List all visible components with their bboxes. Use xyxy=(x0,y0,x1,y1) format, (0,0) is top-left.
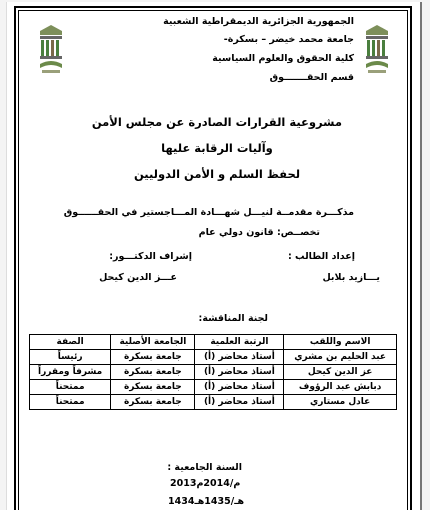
jury-cell: ممتحناً xyxy=(30,380,111,395)
academic-year-hijri: 1434هـ/1435هـ xyxy=(168,496,245,507)
title-line-3: لحفظ السلم و الأمن الدوليين xyxy=(133,167,301,181)
table-row xyxy=(30,350,397,365)
jury-header-name: الاسم واللقب xyxy=(284,335,397,350)
academic-year-gregorian: 2013م/2014م xyxy=(170,478,241,489)
student-name: يـــازيد بلابل xyxy=(322,272,380,283)
jury-cell: رئيساً xyxy=(30,350,111,365)
header-republic: الجمهورية الجزائرية الديمقراطية الشعبية xyxy=(163,16,354,27)
jury-cell: أستاذ محاضر (أ) xyxy=(195,350,284,365)
jury-cell: أستاذ محاضر (أ) xyxy=(195,365,284,380)
jury-cell: عز الدين كيحل xyxy=(284,365,397,380)
jury-label: لجنة المناقشة: xyxy=(198,313,268,324)
memo-purpose: مذكـــرة مقدمــة لنيـــل شهـــادة المـــاجستير في الحقــــــوق xyxy=(63,207,354,218)
jury-header-role: الصفة xyxy=(30,335,111,350)
jury-cell: أستاذ محاضر (أ) xyxy=(195,395,284,410)
jury-cell: أستاذ محاضر (أ) xyxy=(195,380,284,395)
memo-specialty: تخصــص: قانون دولي عام xyxy=(198,227,320,238)
jury-cell: عبد الحليم بن مشري xyxy=(284,350,397,365)
supervisor-name: عـــز الدين كيحل xyxy=(99,272,177,283)
table-row xyxy=(30,395,397,410)
table-row xyxy=(30,380,397,395)
jury-header-rank: الرتبة العلمية xyxy=(195,335,284,350)
table-row xyxy=(30,365,397,380)
jury-cell: جامعة بسكرة xyxy=(111,350,195,365)
jury-cell: عادل مستاري xyxy=(284,395,397,410)
jury-cell: ممتحناً xyxy=(30,395,111,410)
jury-cell: جامعة بسكرة xyxy=(111,380,195,395)
university-logo-right-icon xyxy=(360,22,394,76)
header-faculty: كلية الحقوق والعلوم السياسية xyxy=(212,53,354,64)
jury-cell: جامعة بسكرة xyxy=(111,395,195,410)
jury-header-university: الجامعة الأصلية xyxy=(111,335,195,350)
title-line-2: وآليات الرقابة عليها xyxy=(161,141,273,155)
header-university: جامعة محمد خيضر – بسكرة- xyxy=(223,34,354,45)
jury-cell: جامعة بسكرة xyxy=(111,365,195,380)
university-logo-left-icon xyxy=(34,22,68,76)
academic-year-label: السنة الجامعية : xyxy=(167,462,242,473)
student-label: إعداد الطالب : xyxy=(287,251,355,262)
supervisor-label: إشراف الدكتـــور: xyxy=(109,251,192,262)
header-department: قسم الحقـــــــوق xyxy=(269,72,354,83)
jury-cell: دبابش عبد الرؤوف xyxy=(284,380,397,395)
jury-header-row xyxy=(30,335,397,350)
thesis-title xyxy=(92,105,342,200)
title-line-1: مشروعية القرارات الصادرة عن مجلس الأمن xyxy=(91,115,342,129)
jury-cell: مشرفاً ومقرراً xyxy=(30,365,111,380)
jury-table xyxy=(29,334,397,410)
